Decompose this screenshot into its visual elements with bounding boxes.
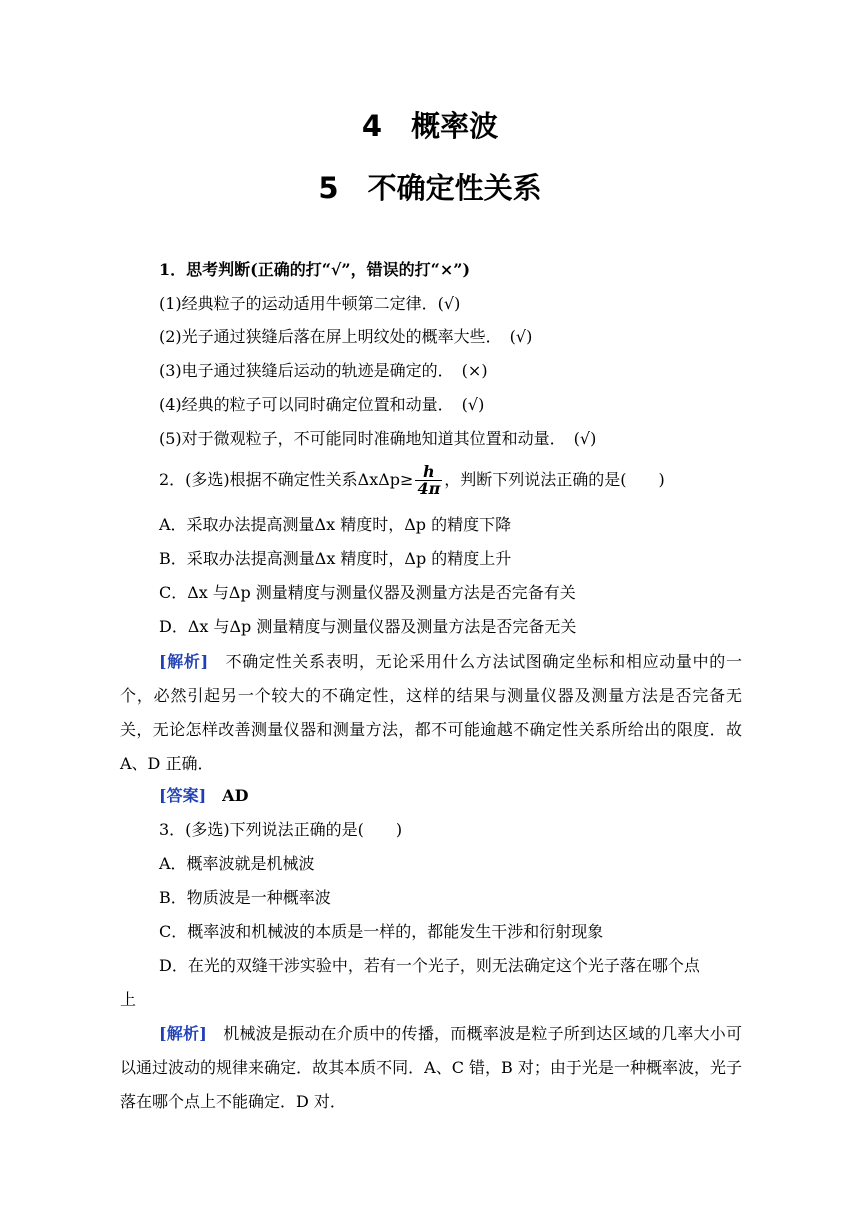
q3-option-a: A．概率波就是机械波 bbox=[159, 854, 315, 873]
q2-stem-before: 2．(多选)根据不确定性关系ΔxΔp≥ bbox=[159, 470, 414, 489]
q2-fraction-numerator: h bbox=[415, 464, 442, 481]
section-title-4: 4 概率波 bbox=[361, 109, 499, 143]
answer-tag: [答案] bbox=[159, 786, 207, 805]
q2-answer bbox=[159, 784, 248, 808]
q2-stem-after: ，判断下列说法正确的是( ) bbox=[444, 470, 665, 489]
analysis-tag: [解析] bbox=[159, 1024, 207, 1043]
q2-formula-fraction bbox=[415, 464, 442, 497]
q2-option-c: C．Δx 与Δp 测量精度与测量仪器及测量方法是否完备有关 bbox=[159, 583, 576, 602]
q2-answer-value: AD bbox=[222, 786, 249, 805]
q1-item: (3)电子通过狭缝后运动的轨迹是确定的． (×) bbox=[159, 361, 488, 380]
q2-option-a: A．采取办法提高测量Δx 精度时，Δp 的精度下降 bbox=[159, 515, 512, 534]
q1-item: (2)光子通过狭缝后落在屏上明纹处的概率大些． (√) bbox=[159, 327, 533, 346]
q2-stem bbox=[159, 462, 665, 498]
q2-fraction-denominator: 4π bbox=[417, 479, 441, 498]
section-title-5: 5 不确定性关系 bbox=[318, 171, 542, 205]
q1-stem: 1．思考判断(正确的打“√”，错误的打“×”) bbox=[159, 260, 471, 279]
q1-item: (5)对于微观粒子，不可能同时准确地知道其位置和动量． (√) bbox=[159, 429, 597, 448]
q3-stem: 3．(多选)下列说法正确的是( ) bbox=[159, 820, 403, 839]
q3-option-c: C．概率波和机械波的本质是一样的，都能发生干涉和衍射现象 bbox=[159, 922, 604, 941]
q3-option-d: D．在光的双缝干涉实验中，若有一个光子，则无法确定这个光子落在哪个点 bbox=[159, 956, 700, 975]
q3-option-d-wrap: 上 bbox=[120, 990, 137, 1009]
analysis-tag: [解析] bbox=[159, 652, 209, 671]
q3-analysis bbox=[120, 1017, 742, 1119]
q2-analysis bbox=[120, 645, 742, 781]
q1-item: (1)经典粒子的运动适用牛顿第二定律．(√) bbox=[159, 294, 461, 313]
q3-option-b: B．物质波是一种概率波 bbox=[159, 888, 331, 907]
q1-item: (4)经典的粒子可以同时确定位置和动量． (√) bbox=[159, 395, 485, 414]
q2-option-d: D．Δx 与Δp 测量精度与测量仪器及测量方法是否完备无关 bbox=[159, 617, 577, 636]
q3-analysis-text: 机械波是振动在介质中的传播，而概率波是粒子所到达区域的几率大小可以通过波动的规律来确定．故其本质不同．A、C 错，B 对；由于光是一种概率波，光子落在哪个点上不能确定．D 对． bbox=[120, 1024, 742, 1111]
q2-option-b: B．采取办法提高测量Δx 精度时，Δp 的精度上升 bbox=[159, 549, 512, 568]
q2-analysis-text: 不确定性关系表明，无论采用什么方法试图确定坐标和相应动量中的一个，必然引起另一个较大的不确定性，这样的结果与测量仪器及测量方法是否完备无关，无论怎样改善测量仪器和测量方法，都不可能逾越不确定性关系所给出的限度．故 A、D 正确． bbox=[120, 652, 742, 773]
